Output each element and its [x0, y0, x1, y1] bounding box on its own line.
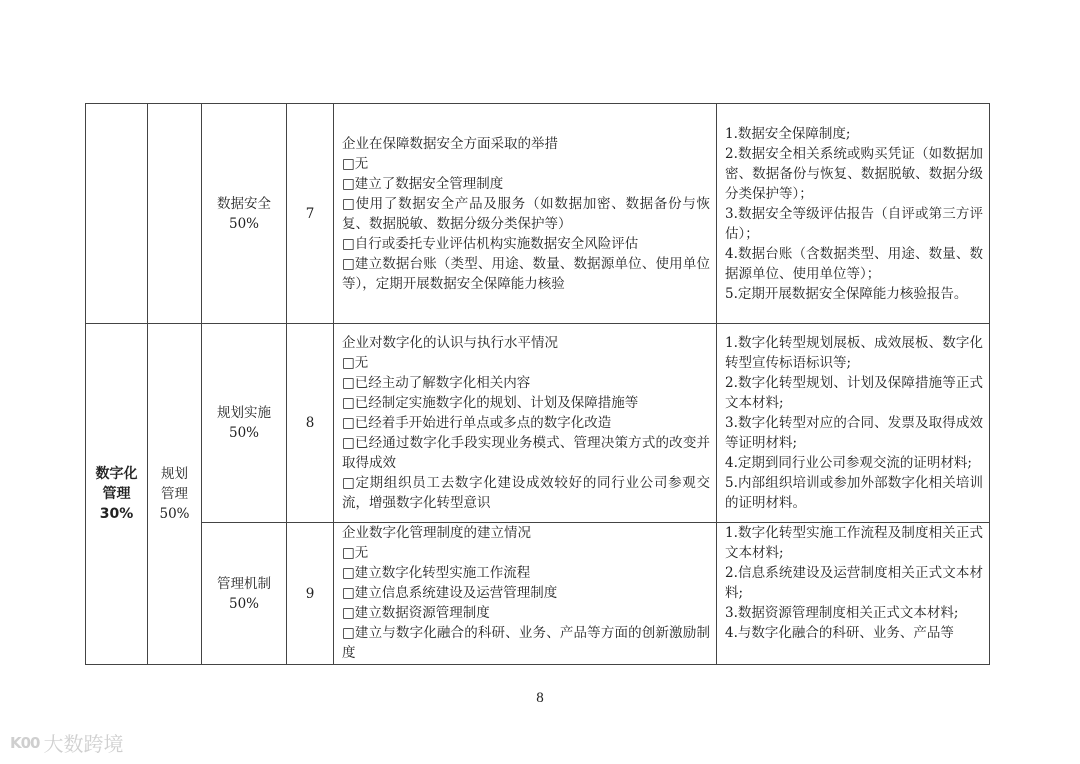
option-checkbox[interactable]: □无 — [342, 155, 369, 172]
option-checkbox[interactable]: □已经制定实施数字化的规划、计划及保障措施等 — [342, 395, 639, 411]
item-weight: 50% — [228, 595, 259, 612]
category-cell — [86, 324, 148, 665]
item-weight: 50% — [228, 215, 259, 232]
question-text: 企业在保障数据安全方面采取的举措 — [342, 135, 558, 152]
evidence-item: 5.内部组织培训或参加外部数字化相关培训的证明材料。 — [725, 475, 983, 511]
question-cell — [334, 104, 717, 324]
evidence-item: 1.数据安全保障制度; — [725, 125, 851, 142]
option-checkbox[interactable]: □建立数据台账（类型、用途、数量、数据源单位、使用单位等），定期开展数据安全保障能力核验 — [342, 255, 710, 292]
category-name-2: 管理 — [102, 486, 131, 502]
option-checkbox[interactable]: □建立数字化转型实施工作流程 — [342, 565, 531, 581]
item-name: 管理机制 — [217, 575, 271, 592]
option-checkbox[interactable]: □无 — [342, 355, 369, 371]
option-checkbox[interactable]: □建立了数据安全管理制度 — [342, 175, 504, 192]
option-checkbox[interactable]: □定期组织员工去数字化建设成效较好的同行业公司参观交流，增强数字化转型意识 — [342, 475, 710, 511]
item-number: 7 — [287, 104, 334, 324]
evidence-item: 3.数据安全等级评估报告（自评或第三方评估）； — [725, 205, 983, 242]
item-cell — [202, 324, 287, 523]
evaluation-table — [85, 103, 990, 665]
item-weight: 50% — [228, 425, 259, 441]
table-row — [86, 523, 990, 665]
item-number: 9 — [287, 523, 334, 665]
option-checkbox[interactable]: □建立信息系统建设及运营管理制度 — [342, 585, 558, 601]
evidence-item: 5.定期开展数据安全保障能力核验报告。 — [725, 285, 968, 302]
watermark-text: 大数跨境 — [43, 732, 124, 756]
evidence-item: 3.数据资源管理制度相关正式文本材料; — [725, 605, 959, 621]
evidence-item: 1.数字化转型规划展板、成效展板、数字化转型宣传标语标识等; — [725, 335, 983, 371]
item-number: 8 — [287, 324, 334, 523]
subcategory-cell-empty — [148, 104, 202, 324]
question-text: 企业对数字化的认识与执行水平情况 — [342, 335, 558, 351]
item-name: 规划实施 — [217, 405, 271, 421]
evidence-cell — [717, 104, 990, 324]
evidence-item: 1.数字化转型实施工作流程及制度相关正式文本材料; — [725, 525, 983, 561]
table-row — [86, 324, 990, 523]
subcategory-name: 规划 — [161, 466, 188, 482]
evidence-item: 4.定期到同行业公司参观交流的证明材料; — [725, 455, 972, 471]
question-cell — [334, 324, 717, 523]
table-row — [86, 104, 990, 324]
option-checkbox[interactable]: □已经通过数字化手段实现业务模式、管理决策方式的改变并取得成效 — [342, 435, 710, 471]
watermark — [10, 728, 124, 757]
item-name: 数据安全 — [217, 195, 271, 212]
category-weight: 30% — [99, 506, 134, 522]
question-cell — [334, 523, 717, 665]
option-checkbox[interactable]: □已经着手开始进行单点或多点的数字化改造 — [342, 415, 612, 431]
option-checkbox[interactable]: □使用了数据安全产品及服务（如数据加密、数据备份与恢复、数据脱敏、数据分级分类保护等） — [342, 195, 710, 232]
page-number: 8 — [536, 690, 544, 706]
subcategory-name-2: 管理 — [161, 486, 188, 502]
watermark-logo-icon: K00 — [10, 733, 40, 752]
option-checkbox[interactable]: □自行或委托专业评估机构实施数据安全风险评估 — [342, 235, 639, 252]
evidence-item: 2.数字化转型规划、计划及保障措施等正式文本材料; — [725, 375, 983, 411]
question-text: 企业数字化管理制度的建立情况 — [342, 525, 531, 541]
evidence-cell — [717, 523, 990, 665]
item-cell — [202, 523, 287, 665]
option-checkbox[interactable]: □已经主动了解数字化相关内容 — [342, 375, 531, 391]
evidence-item: 2.数据安全相关系统或购买凭证（如数据加密、数据备份与恢复、数据脱敏、数据分级分类保护等）； — [725, 145, 983, 202]
category-name: 数字化 — [95, 466, 138, 482]
category-cell-empty — [86, 104, 148, 324]
option-checkbox[interactable]: □建立与数字化融合的科研、业务、产品等方面的创新激励制度 — [342, 625, 710, 661]
evidence-item: 4.数据台账（含数据类型、用途、数量、数据源单位、使用单位等）； — [725, 245, 983, 282]
evidence-cell — [717, 324, 990, 523]
option-checkbox[interactable]: □建立数据资源管理制度 — [342, 605, 490, 621]
subcategory-weight: 50% — [159, 506, 190, 522]
evidence-item: 3.数字化转型对应的合同、发票及取得成效等证明材料; — [725, 415, 983, 451]
subcategory-cell — [148, 324, 202, 665]
evidence-item: 4.与数字化融合的科研、业务、产品等 — [725, 625, 954, 641]
evidence-item: 2.信息系统建设及运营制度相关正式文本材料; — [725, 565, 983, 601]
item-cell — [202, 104, 287, 324]
option-checkbox[interactable]: □无 — [342, 545, 369, 561]
